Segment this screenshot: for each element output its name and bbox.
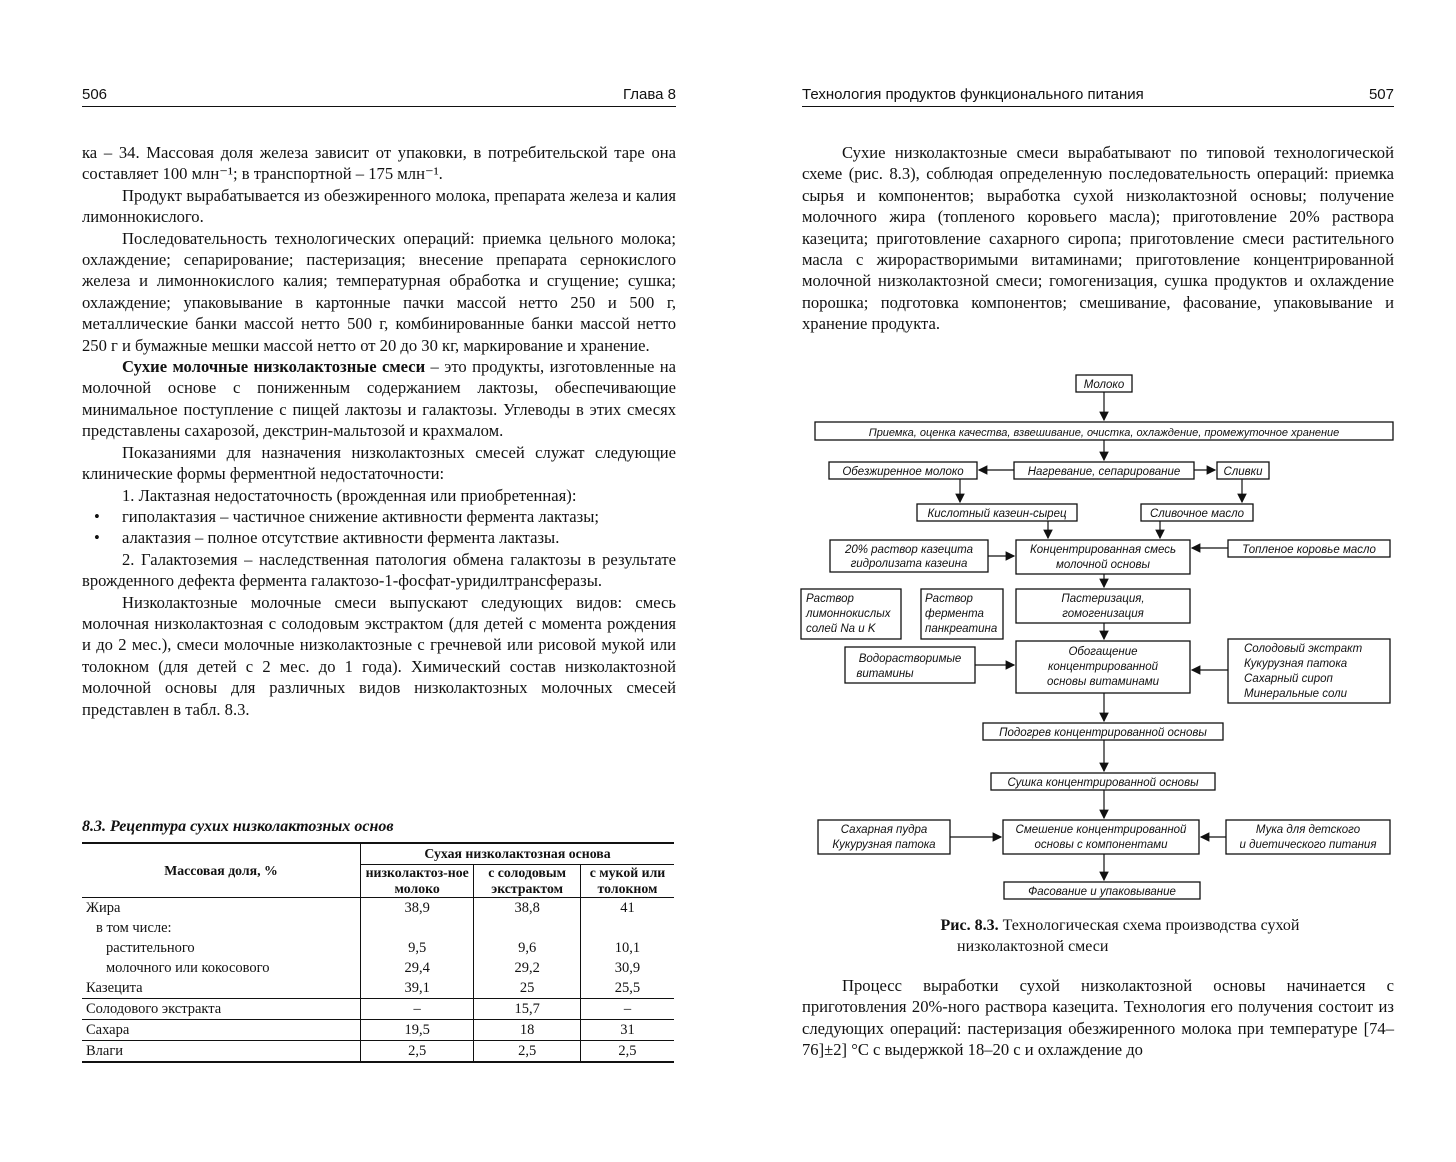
label-malt: Кукурузная патока: [1244, 658, 1348, 670]
table-row: молочного или кокосового 29,4 29,2 30,9: [82, 958, 674, 978]
label-skim: Обезжиренное молоко: [842, 466, 964, 478]
label-pasteurization: Пастеризация,: [1061, 593, 1145, 605]
paragraph: 2. Галактоземия – наследственная патология обмена галактозы в результате врожденного дефекта фермента галактозо-1-фосфат-уридилтрансферазы.: [82, 549, 676, 591]
right-closing: [802, 975, 1394, 1061]
label-concentrate: Концентрированная смесь: [1029, 544, 1177, 556]
column-header: с мукой или толокном: [580, 865, 674, 898]
label-sugar: Сахарная пудра: [840, 824, 928, 836]
list-item: • гиполактазия – частичное снижение активности фермента лактазы;: [82, 506, 676, 527]
list-item: • алактазия – полное отсутствие активности фермента лактазы.: [82, 527, 676, 548]
label-heating: Нагревание, сепарирование: [1027, 466, 1181, 478]
paragraph: 1. Лактазная недостаточность (врожденная или приобретенная):: [122, 485, 577, 505]
table-row: Жира 38,9 38,8 41: [82, 898, 674, 919]
paragraph: Низколактозные молочные смеси выпускают следующих видов: смесь молочная низколактозная с солодовым экстрактом (для детей с момента рождения и до 2 мес.), смеси молочные низколактозные с гречневой или рисовой мукой или толокном (для детей с 2 мес. до 1 года). Химический состав низколактозной молочной основы для различных видов низколактозных молочных смесей представлен в табл. 8.3.: [82, 592, 676, 719]
paragraph: Продукт вырабатывается из обезжиренного молока, препарата железа и калия лимоннокислого.: [82, 185, 676, 227]
label-enrichment: основы витаминами: [1046, 676, 1160, 688]
label-malt: Сахарный сироп: [1244, 673, 1333, 685]
page-number-right: 507: [1368, 86, 1394, 103]
table-header-left: Массовая доля, %: [82, 843, 361, 898]
bold-term: Сухие молочные низколактозные смеси: [122, 357, 426, 377]
running-head: Глава 8: [622, 86, 676, 103]
table-row: Влаги 2,5 2,5 2,5: [82, 1041, 674, 1063]
label-enzyme: Раствор: [925, 593, 973, 605]
label-ghee: Топленое коровье масло: [1242, 544, 1376, 556]
label-salts: солей Na и K: [806, 623, 876, 635]
column-header: низколактоз-ное молоко: [361, 865, 474, 898]
label-pasteurization: гомогенизация: [1062, 608, 1144, 620]
table-row: растительного 9,5 9,6 10,1: [82, 938, 674, 958]
paragraph: Сухие молочные низколактозные смеси – это продукты, изготовленные на молочной основе с пониженным содержанием лактозы, обеспечивающие минимальное поступление с пищей лактозы и галактозы. Углеводы в этих смесях представлены сахарозой, декстрин-мальтозой и крахмалом.: [82, 357, 676, 441]
page-number: 506: [82, 86, 108, 103]
label-mix: Смешение концентрированной: [1015, 824, 1187, 836]
table-row: Казецита 39,1 25 25,5: [82, 978, 674, 999]
label-solution: 20% раствор казецита: [844, 544, 974, 556]
label-sugar: Кукурузная патока: [832, 839, 936, 851]
label-acceptance: Приемка, оценка качества, взвешивание, очистка, охлаждение, промежуточное хранение: [868, 427, 1340, 439]
column-header: с солодовым экстрактом: [474, 865, 581, 898]
label-mix: основы с компонентами: [1034, 839, 1168, 851]
table-caption: 8.3. Рецептура сухих низколактозных основ: [82, 818, 394, 835]
label-enzyme: панкреатина: [925, 623, 998, 635]
label-malt: Солодовый экстракт: [1244, 643, 1363, 655]
label-solution: гидролизата казеина: [850, 558, 968, 570]
label-heat-base: Подогрев концентрированной основы: [999, 727, 1207, 739]
paragraph: Процесс выработки сухой низколактозной основы начинается с приготовления 20%-ного раствора казецита. Технология его получения состоит из следующих операций: пастеризация обезжиренного молока при температуре [74–76]±2] °С с выдержкой 18–20 с и охлаждение до: [802, 976, 1394, 1060]
label-vitamins: Водорастворимые: [858, 653, 962, 665]
table-header-group: Сухая низколактозная основа: [361, 843, 675, 865]
label-dry-base: Сушка концентрированной основы: [1007, 777, 1199, 789]
paragraph: Сухие низколактозные смеси вырабатывают по типовой технологической схеме (рис. 8.3), соблюдая определенную последовательность операций: приемка сырья и компонентов; выработка сухой низколактозной основы; получение молочного жира (топленого коровьего масла); приготовление 20% раствора казецита; приготовление сахарного сиропа; приготовление смеси растительного масла с жирорастворимыми витаминами; приготовление концентрированной молочной низколактозной смеси; гомогенизация, сушка продуктов и охлаждение порошка; подготовка компонентов; смешивание, фасование, упаковывание и хранение продукта.: [802, 143, 1394, 334]
table-row: в том числе:: [82, 918, 674, 938]
running-head-right: Технология продуктов функционального питания: [802, 86, 1144, 103]
label-enzyme: фермента: [925, 608, 984, 620]
label-salts: лимоннокислых: [806, 608, 891, 620]
label-enrichment: концентрированной: [1047, 661, 1159, 673]
paragraph: Последовательность технологических операций: приемка цельного молока; охлаждение; сепарирование; пастеризация; внесение препарата сернокислого железа и лимоннокислого калия; температурная обработка и сгущение; сушка; охлаждение; упаковывание в картонные пачки массой нетто 250 и 500 г, металлические банки массой нетто 500 г, комбинированные банки массой нетто 250 г и бумажные мешки массой нетто от 20 до 30 кг, маркирование и хранение.: [82, 228, 676, 355]
figure-caption: Рис. 8.3. Технологическая схема производства сухой низколактозной смеси: [940, 917, 1300, 955]
label-flour: Мука для детского: [1255, 824, 1361, 836]
paragraph: ка – 34. Массовая доля железа зависит от упаковки, в потребительской таре она составляет 100 млн⁻¹; в транспортной – 175 млн⁻¹.: [82, 143, 676, 184]
table-row: Сахара 19,5 18 31: [82, 1020, 674, 1041]
label-cream: Сливки: [1223, 466, 1263, 478]
label-vitamins: витамины: [856, 668, 914, 680]
label-butter: Сливочное масло: [1150, 508, 1244, 520]
label-enrichment: Обогащение: [1068, 646, 1138, 658]
table-row: Солодового экстракта – 15,7 –: [82, 999, 674, 1020]
label-salts: Раствор: [806, 593, 854, 605]
label-concentrate: молочной основы: [1056, 559, 1150, 571]
paragraph: Показаниями для назначения низколактозных смесей служат следующие клинические формы ферментной недостаточности:: [82, 442, 676, 484]
label-malt: Минеральные соли: [1244, 688, 1348, 700]
label-flour: и диетического питания: [1239, 839, 1377, 851]
label-milk: Молоко: [1083, 379, 1125, 391]
label-pack: Фасование и упаковывание: [1028, 886, 1176, 898]
label-casein: Кислотный казеин-сырец: [927, 508, 1067, 520]
